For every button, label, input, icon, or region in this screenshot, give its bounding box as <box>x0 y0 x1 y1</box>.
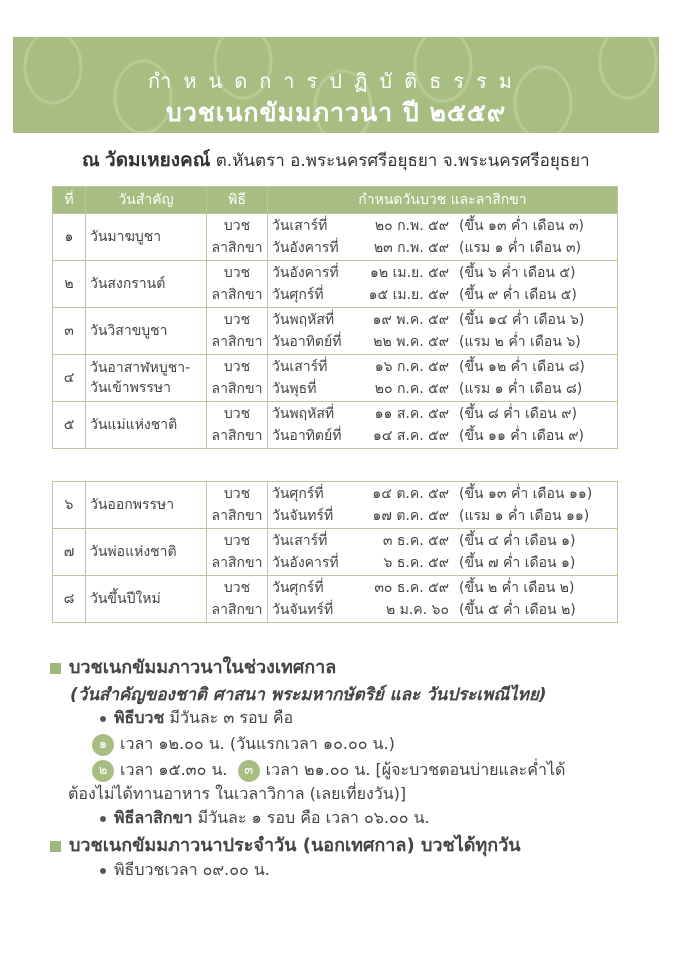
row-holiday: วันพ่อแห่งชาติ <box>86 529 207 576</box>
date-leave: ๒๓ ก.พ. ๕๙ <box>373 240 449 256</box>
bullet-icon <box>100 868 106 874</box>
weekday-leave: วันอาทิตย์ที่ <box>272 334 342 350</box>
date-leave: ๑๕ เม.ย. ๕๙ <box>368 287 449 303</box>
row-number: ๕ <box>53 402 86 449</box>
date-leave: ๒๐ ก.ค. ๕๙ <box>374 381 449 397</box>
location-prefix: ณ <box>82 149 100 171</box>
square-bullet-icon <box>50 841 61 852</box>
festival-heading <box>50 652 336 681</box>
row-dates <box>268 261 618 308</box>
banner-subtitle: กำหนดการปฏิบัติธรรม <box>148 69 524 93</box>
date-ordain: ๑๔ ต.ค. ๕๙ <box>372 486 449 502</box>
weekday-ordain: วันพฤหัสที่ <box>272 406 335 422</box>
ceremony-ordain: บวช <box>223 580 251 596</box>
weekday-leave: วันพุธที่ <box>272 381 317 397</box>
row-number: ๘ <box>53 576 86 623</box>
round-2-line <box>92 758 565 783</box>
ceremony-leave: ลาสิกขา <box>211 555 263 571</box>
row-number: ๔ <box>53 355 86 402</box>
date-ordain: ๑๑ ส.ค. ๕๙ <box>374 406 449 422</box>
ceremony-leave: ลาสิกขา <box>211 428 263 444</box>
weekday-leave: วันอังคารที่ <box>272 555 339 571</box>
date-leave: ๒๒ พ.ค. ๕๙ <box>373 334 449 350</box>
date-ordain: ๓ ธ.ค. ๕๙ <box>382 533 449 549</box>
col-header-dates: กำหนดวันบวช และลาสิกขา <box>268 187 618 214</box>
lunar-leave: (ขึ้น ๑๑ ค่ำ เดือน ๙) <box>459 428 584 444</box>
row-dates <box>268 482 618 529</box>
date-ordain: ๓๐ ธ.ค. ๕๙ <box>374 580 449 596</box>
table-row <box>53 402 618 449</box>
row-number: ๒ <box>53 261 86 308</box>
row-ceremony <box>207 529 268 576</box>
row-holiday: วันมาฆบูชา <box>86 214 207 261</box>
lunar-ordain: (ขึ้น ๑๓ ค่ำ เดือน ๑๑) <box>459 486 593 502</box>
row-ceremony <box>207 355 268 402</box>
row-holiday: วันขึ้นปีใหม่ <box>86 576 207 623</box>
ceremony-ordain: บวช <box>223 218 251 234</box>
weekday-leave: วันจันทร์ที่ <box>272 602 334 618</box>
col-header-no: ที่ <box>53 187 86 214</box>
bullet-icon <box>100 716 106 722</box>
ceremony-leave: ลาสิกขา <box>211 602 263 618</box>
table-row <box>53 214 618 261</box>
ordain-line <box>100 706 293 731</box>
row-dates <box>268 355 618 402</box>
weekday-ordain: วันศุกร์ที่ <box>272 486 324 502</box>
row-ceremony <box>207 261 268 308</box>
round-2-text: เวลา ๑๕.๓๐ น. <box>120 760 228 779</box>
round-1-text: เวลา ๑๒.๐๐ น. (วันแรกเวลา ๑๐.๐๐ น.) <box>120 734 395 753</box>
weekday-ordain: วันพฤหัสที่ <box>272 312 335 328</box>
ceremony-ordain: บวช <box>223 486 251 502</box>
date-ordain: ๒๐ ก.พ. ๕๙ <box>374 218 449 234</box>
date-ordain: ๑๙ พ.ค. ๕๙ <box>372 312 449 328</box>
leave-text: มีวันละ ๑ รอบ คือ เวลา ๐๖.๐๐ น. <box>197 808 430 827</box>
ceremony-leave: ลาสิกขา <box>211 381 263 397</box>
date-leave: ๖ ธ.ค. ๕๙ <box>383 555 449 571</box>
weekday-leave: วันอาทิตย์ที่ <box>272 428 342 444</box>
lunar-ordain: (ขึ้น ๑๔ ค่ำ เดือน ๖) <box>459 312 585 328</box>
ordain-label: พิธีบวช <box>114 708 165 727</box>
ceremony-leave: ลาสิกขา <box>211 334 263 350</box>
row-dates <box>268 308 618 355</box>
row-dates <box>268 529 618 576</box>
date-leave: ๒ ม.ค. ๖๐ <box>385 602 449 618</box>
row-ceremony <box>207 214 268 261</box>
col-header-ceremony: พิธี <box>207 187 268 214</box>
table-row <box>53 308 618 355</box>
row-holiday: วันสงกรานต์ <box>86 261 207 308</box>
row-ceremony <box>207 308 268 355</box>
schedule-table-continued <box>52 481 618 623</box>
table-row <box>53 261 618 308</box>
row-dates <box>268 214 618 261</box>
date-leave: ๑๗ ต.ค. ๕๙ <box>372 508 449 524</box>
daily-text: พิธีบวชเวลา ๐๙.๐๐ น. <box>114 860 270 879</box>
round-3-continued: ต้องไม่ได้ทานอาหาร ในเวลาวิกาล (เลยเที่ยงวัน)] <box>68 784 407 803</box>
lunar-ordain: (ขึ้น ๑๒ ค่ำ เดือน ๘) <box>459 359 585 375</box>
round-1-badge: ๑ <box>92 734 114 756</box>
row-holiday: วันอาสาฬหบูชา- วันเข้าพรรษา <box>86 355 207 402</box>
leave-line <box>100 806 430 831</box>
ceremony-ordain: บวช <box>223 406 251 422</box>
ceremony-leave: ลาสิกขา <box>211 508 263 524</box>
schedule-table <box>52 186 618 449</box>
ordain-text: มีวันละ ๓ รอบ คือ <box>169 708 294 727</box>
row-ceremony <box>207 576 268 623</box>
weekday-ordain: วันศุกร์ที่ <box>272 580 324 596</box>
row-holiday: วันแม่แห่งชาติ <box>86 402 207 449</box>
location-line <box>82 145 590 175</box>
daily-heading <box>50 830 521 859</box>
table-row <box>53 355 618 402</box>
date-ordain: ๑๒ เม.ย. ๕๙ <box>370 265 449 281</box>
lunar-leave: (แรม ๑ ค่ำ เดือน ๑๑) <box>459 508 590 524</box>
lunar-leave: (ขึ้น ๙ ค่ำ เดือน ๕) <box>459 287 577 303</box>
ceremony-ordain: บวช <box>223 312 251 328</box>
ceremony-ordain: บวช <box>223 359 251 375</box>
lunar-ordain: (ขึ้น ๘ ค่ำ เดือน ๙) <box>459 406 578 422</box>
table-row <box>53 482 618 529</box>
row-number: ๑ <box>53 214 86 261</box>
row-ceremony <box>207 402 268 449</box>
weekday-leave: วันศุกร์ที่ <box>272 287 324 303</box>
round-3-text: เวลา ๒๑.๐๐ น. [ผู้จะบวชตอนบ่ายและค่ำได้ <box>265 760 566 779</box>
table-header-row <box>53 187 618 214</box>
bullet-icon <box>100 816 106 822</box>
date-ordain: ๑๖ ก.ค. ๕๙ <box>374 359 449 375</box>
weekday-leave: วันจันทร์ที่ <box>272 508 334 524</box>
row-holiday: วันวิสาขบูชา <box>86 308 207 355</box>
lunar-leave: (แรม ๑ ค่ำ เดือน ๓) <box>459 240 582 256</box>
temple-name: วัดมเหยงคณ์ <box>105 149 211 171</box>
ceremony-ordain: บวช <box>223 533 251 549</box>
row-ceremony <box>207 482 268 529</box>
festival-note: (วันสำคัญของชาติ ศาสนา พระมหากษัตริย์ และ วันประเพณีไทย) <box>70 685 547 705</box>
temple-address: ต.หันตรา อ.พระนครศรีอยุธยา จ.พระนครศรีอยุธยา <box>215 151 590 171</box>
weekday-ordain: วันเสาร์ที่ <box>272 218 328 234</box>
square-bullet-icon <box>50 663 61 674</box>
row-dates <box>268 402 618 449</box>
lunar-ordain: (ขึ้น ๒ ค่ำ เดือน ๒) <box>459 580 575 596</box>
daily-line <box>100 858 270 883</box>
title-banner <box>13 37 659 133</box>
leave-label: พิธีลาสิกขา <box>114 808 193 827</box>
ceremony-ordain: บวช <box>223 265 251 281</box>
weekday-ordain: วันเสาร์ที่ <box>272 533 328 549</box>
lunar-ordain: (ขึ้น ๔ ค่ำ เดือน ๑) <box>459 533 576 549</box>
lunar-leave: (ขึ้น ๗ ค่ำ เดือน ๑) <box>459 555 576 571</box>
table-row <box>53 576 618 623</box>
weekday-ordain: วันอังคารที่ <box>272 265 339 281</box>
lunar-leave: (ขึ้น ๕ ค่ำ เดือน ๒) <box>459 602 576 618</box>
date-leave: ๑๔ ส.ค. ๕๙ <box>372 428 449 444</box>
col-header-day: วันสำคัญ <box>86 187 207 214</box>
ceremony-leave: ลาสิกขา <box>211 240 263 256</box>
row-number: ๓ <box>53 308 86 355</box>
banner-title: บวชเนกขัมมภาวนา ปี ๒๕๕๙ <box>165 98 507 127</box>
round-1-line <box>92 732 395 757</box>
daily-heading-text: บวชเนกขัมมภาวนาประจำวัน (นอกเทศกาล) บวชได้ทุกวัน <box>69 835 521 856</box>
weekday-leave: วันอังคารที่ <box>272 240 339 256</box>
ceremony-leave: ลาสิกขา <box>211 287 263 303</box>
round-3-badge: ๓ <box>238 760 260 782</box>
lunar-ordain: (ขึ้น ๑๓ ค่ำ เดือน ๓) <box>459 218 584 234</box>
festival-heading-text: บวชเนกขัมมภาวนาในช่วงเทศกาล <box>69 657 337 678</box>
table-row <box>53 529 618 576</box>
row-dates <box>268 576 618 623</box>
lunar-leave: (แรม ๒ ค่ำ เดือน ๖) <box>459 334 581 350</box>
round-2-badge: ๒ <box>92 760 114 782</box>
lunar-ordain: (ขึ้น ๖ ค่ำ เดือน ๕) <box>459 265 576 281</box>
row-holiday: วันออกพรรษา <box>86 482 207 529</box>
row-number: ๗ <box>53 529 86 576</box>
weekday-ordain: วันเสาร์ที่ <box>272 359 328 375</box>
lunar-leave: (แรม ๑ ค่ำ เดือน ๘) <box>459 381 583 397</box>
row-number: ๖ <box>53 482 86 529</box>
